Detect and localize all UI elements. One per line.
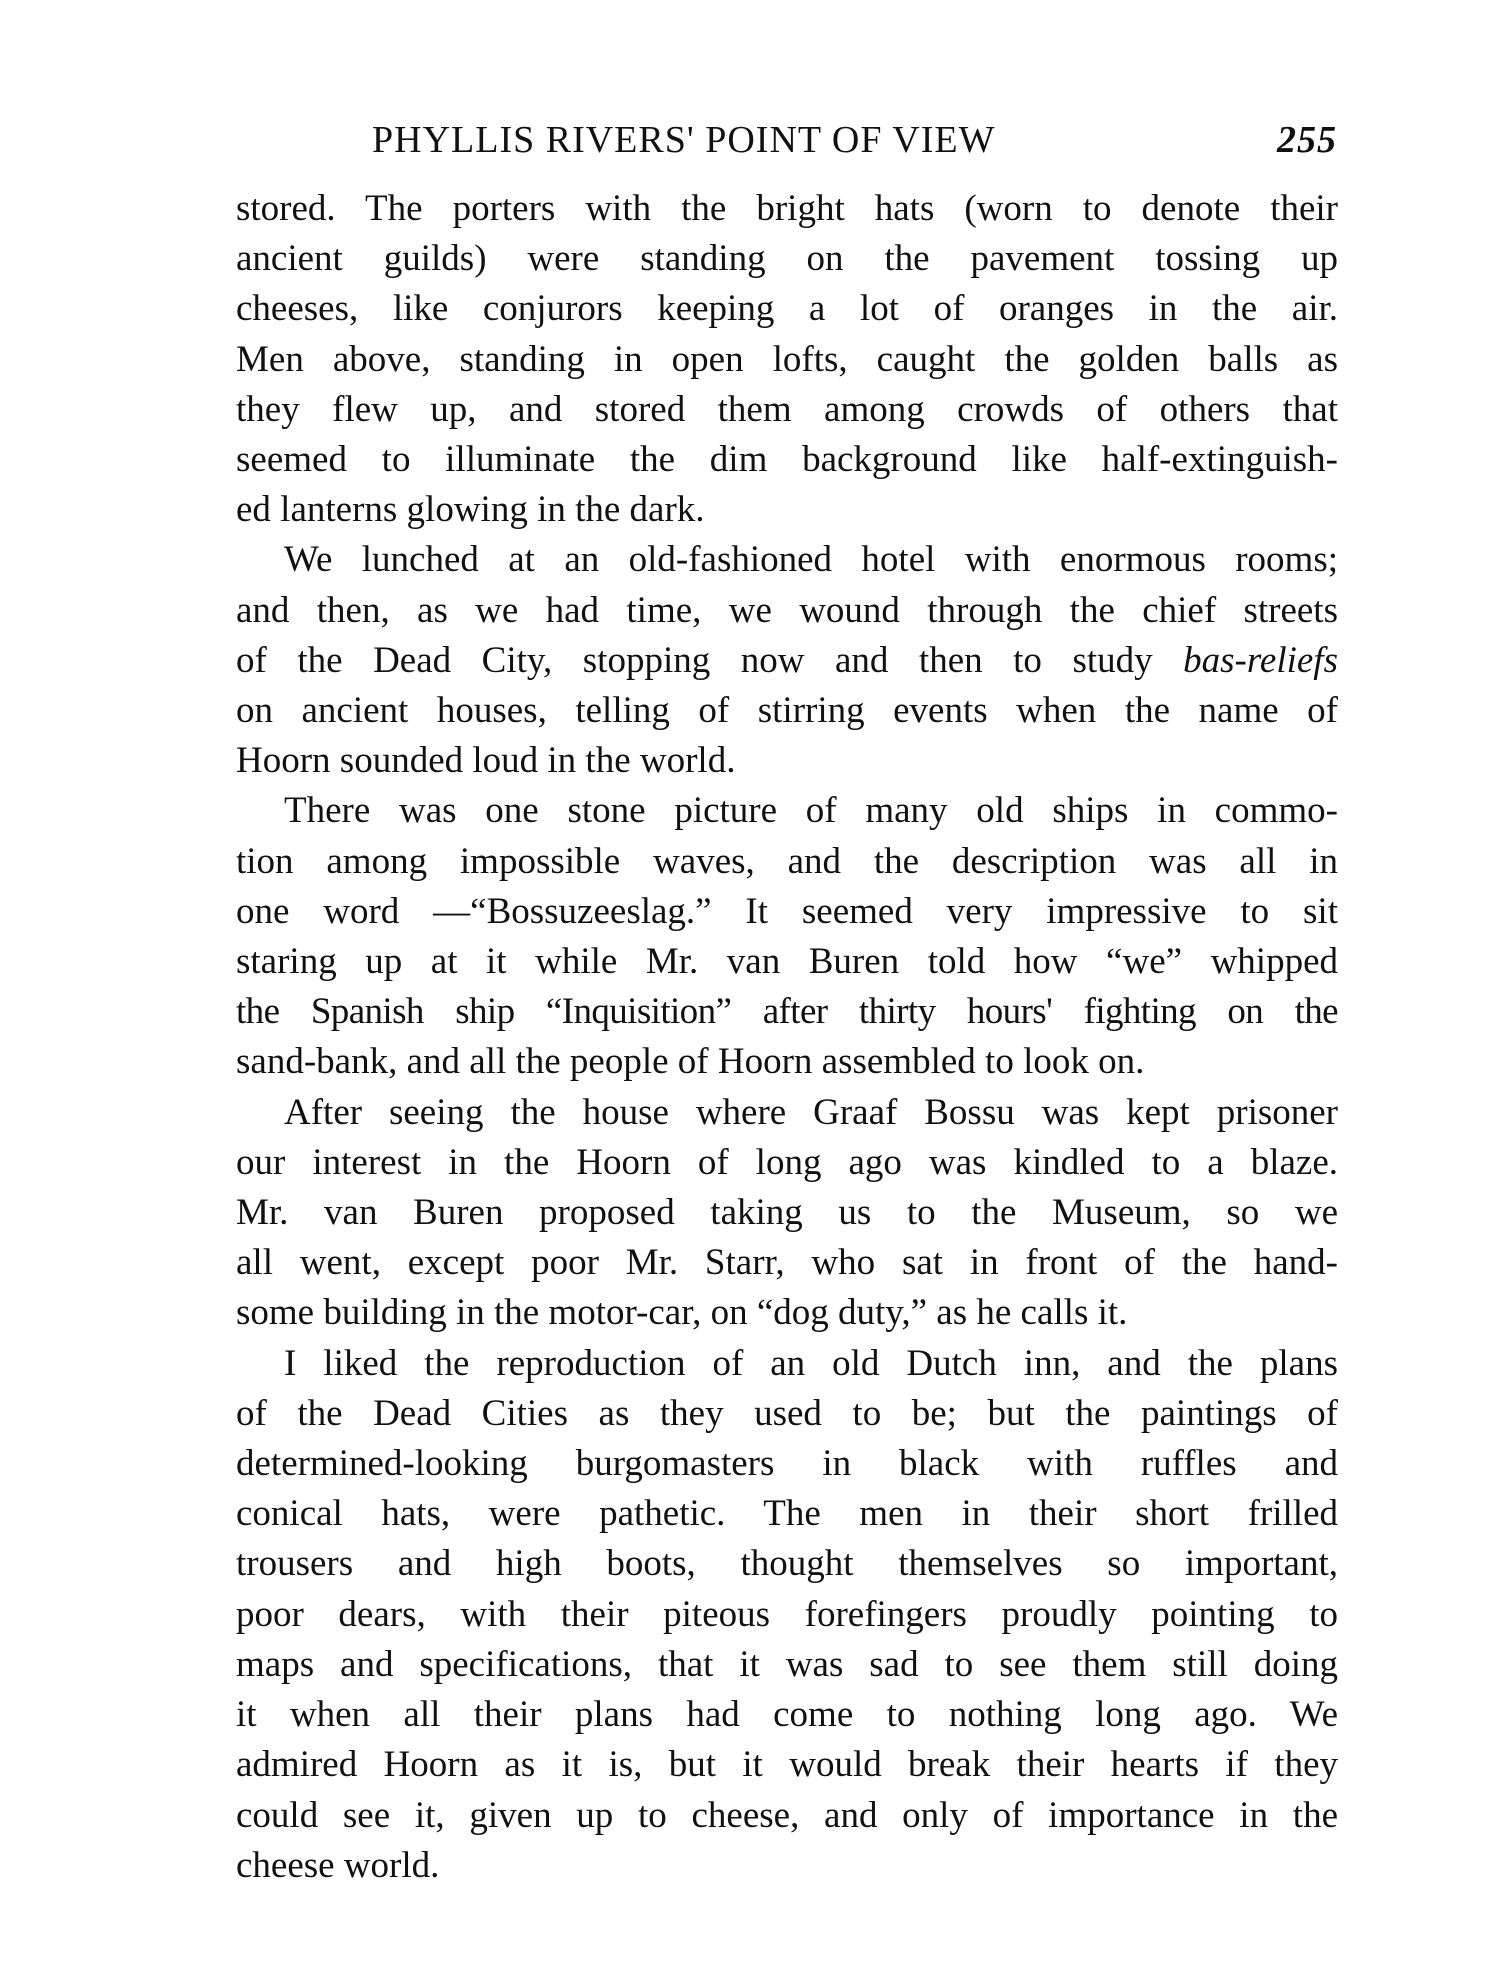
text-line-with-italic <box>236 636 1338 686</box>
text-line: maps and specifications, that it was sad to see them still doing <box>236 1643 1338 1685</box>
text-line: ed lanterns glowing in the dark. <box>236 489 705 531</box>
text-line: one word —“Bossuzeeslag.” It seemed very impressive to sit <box>236 890 1338 932</box>
body-text <box>236 184 1338 1891</box>
running-title: PHYLLIS RIVERS' POINT OF VIEW <box>372 119 996 161</box>
text-line: cheese world. <box>236 1844 440 1886</box>
text-line: they flew up, and stored them among crowds of others that <box>236 388 1338 430</box>
page-number: 255 <box>1277 119 1337 161</box>
text-line: After seeing the house where Graaf Bossu was kept prisoner <box>284 1091 1338 1133</box>
paragraph-4 <box>236 1088 1338 1339</box>
text-line: determined-looking burgomasters in black with ruffles and <box>236 1443 1338 1485</box>
text-line: on ancient houses, telling of stirring events when the name of <box>236 690 1338 732</box>
text-line: and then, as we had time, we wound through the chief streets <box>236 589 1338 631</box>
text-line: There was one stone picture of many old ships in commo- <box>284 790 1338 832</box>
text-line: the Spanish ship “Inquisition” after thirty hours' fighting on the <box>236 991 1338 1033</box>
text-line: of the Dead Cities as they used to be; but the paintings of <box>236 1392 1338 1434</box>
text-line: some building in the motor-car, on “dog duty,” as he calls it. <box>236 1292 1128 1334</box>
text-line: poor dears, with their piteous forefingers proudly pointing to <box>236 1593 1338 1635</box>
text-line: admired Hoorn as it is, but it would break their hearts if they <box>236 1744 1338 1786</box>
text-line-prefix: of the Dead City, stopping now and then to study <box>236 639 1184 681</box>
text-line: staring up at it while Mr. van Buren told how “we” whipped <box>236 941 1338 983</box>
text-line: seemed to illuminate the dim background like half-extinguish- <box>236 439 1338 481</box>
text-line: could see it, given up to cheese, and only of importance in the <box>236 1794 1338 1836</box>
text-line: all went, except poor Mr. Starr, who sat in front of the hand- <box>236 1242 1338 1284</box>
text-line: it when all their plans had come to nothing long ago. We <box>236 1694 1338 1736</box>
text-line: trousers and high boots, thought themselves so important, <box>236 1543 1338 1585</box>
text-line: our interest in the Hoorn of long ago was kindled to a blaze. <box>236 1141 1338 1183</box>
text-line: stored. The porters with the bright hats (worn to denote their <box>236 188 1338 229</box>
paragraph-5 <box>236 1339 1338 1891</box>
paragraph-3 <box>236 786 1338 1087</box>
text-line: We lunched at an old-fashioned hotel with enormous rooms; <box>284 539 1338 581</box>
running-head <box>372 118 1337 174</box>
paragraph-1 <box>236 184 1338 535</box>
text-line: tion among impossible waves, and the description was all in <box>236 840 1338 882</box>
text-line: I liked the reproduction of an old Dutch inn, and the plans <box>284 1342 1338 1384</box>
text-line: Hoorn sounded loud in the world. <box>236 740 736 782</box>
text-line: Mr. van Buren proposed taking us to the Museum, so we <box>236 1192 1338 1234</box>
text-line: Men above, standing in open lofts, caught the golden balls as <box>236 338 1338 380</box>
text-line: sand-bank, and all the people of Hoorn assembled to look on. <box>236 1041 1145 1083</box>
paragraph-2 <box>236 535 1338 786</box>
text-line: cheeses, like conjurors keeping a lot of oranges in the air. <box>236 288 1338 330</box>
text-line: ancient guilds) were standing on the pavement tossing up <box>236 238 1338 280</box>
italic-term: bas-reliefs <box>1183 639 1338 681</box>
text-line: conical hats, were pathetic. The men in their short frilled <box>236 1493 1338 1535</box>
